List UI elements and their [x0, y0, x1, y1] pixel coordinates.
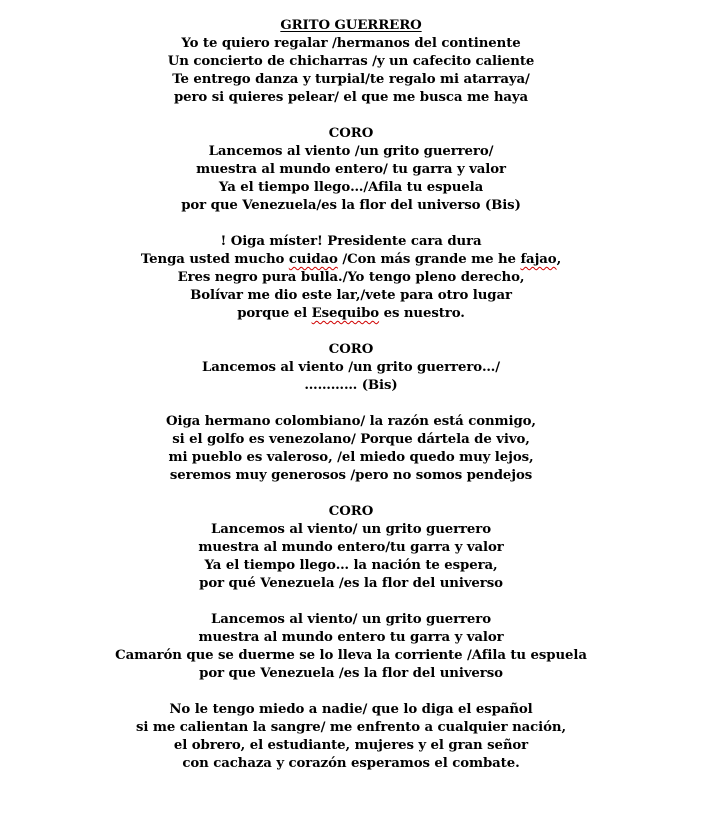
lyric-text: es nuestro.	[379, 306, 465, 321]
misspelled-word: cuidao	[288, 252, 338, 267]
stanza-gap	[0, 395, 702, 413]
lyric-line: Lancemos al viento /un grito guerrero…/	[202, 360, 500, 375]
lyric-text: /Con más grande me he	[337, 252, 521, 267]
lyric-line: por qué Venezuela /es la flor del universo	[199, 576, 503, 591]
lyric-line: Bolívar me dio este lar,/vete para otro lugar	[190, 288, 512, 303]
misspelled-word: fajao	[520, 252, 557, 267]
stanza-gap	[0, 593, 702, 611]
lyric-line: Lancemos al viento /un grito guerrero/	[208, 144, 494, 159]
stanza-1	[0, 35, 702, 107]
lyric-line: pero si quieres pelear/ el que me busca me haya	[173, 90, 529, 105]
lyric-line: Te entrego danza y turpial/te regalo mi atarraya/	[172, 72, 530, 87]
stanza-4	[0, 611, 702, 683]
chorus-2	[0, 341, 702, 395]
lyric-line: ………… (Bis)	[304, 378, 398, 393]
stanza-gap	[0, 683, 702, 701]
lyric-line: Un concierto de chicharras /y un cafecito caliente	[167, 54, 535, 69]
lyric-line: Ya el tiempo llego…/Afila tu espuela	[218, 180, 484, 195]
lyric-line	[0, 305, 702, 323]
lyric-line: Lancemos al viento/ un grito guerrero	[211, 522, 491, 537]
lyric-text: Tenga usted mucho	[140, 252, 289, 267]
stanza-2	[0, 233, 702, 323]
lyric-text: porque el	[237, 306, 312, 321]
lyric-line: muestra al mundo entero tu garra y valor	[198, 630, 504, 645]
lyric-text: ,	[556, 252, 562, 267]
lyric-line: Lancemos al viento/ un grito guerrero	[211, 612, 491, 627]
chorus-3	[0, 503, 702, 593]
lyric-line: mi pueblo es valeroso, /el miedo quedo muy lejos,	[168, 450, 534, 465]
lyric-line: por que Venezuela/es la flor del universo (Bis)	[181, 198, 521, 213]
stanza-gap	[0, 323, 702, 341]
lyric-line: el obrero, el estudiante, mujeres y el gran señor	[173, 738, 529, 753]
misspelled-word: Esequibo	[311, 306, 380, 321]
lyric-line	[0, 251, 702, 269]
stanza-gap	[0, 215, 702, 233]
song-lyrics	[0, 17, 702, 773]
lyric-line: si el golfo es venezolano/ Porque dártela de vivo,	[172, 432, 530, 447]
song-title: GRITO GUERRERO	[280, 18, 422, 33]
chorus-heading: CORO	[328, 342, 374, 357]
lyric-line: Ya el tiempo llego… la nación te espera,	[204, 558, 498, 573]
lyric-line: con cachaza y corazón esperamos el combate.	[182, 756, 520, 771]
lyric-line: por que Venezuela /es la flor del universo	[199, 666, 503, 681]
lyric-line: muestra al mundo entero/tu garra y valor	[198, 540, 504, 555]
chorus-1	[0, 125, 702, 215]
chorus-heading: CORO	[328, 504, 374, 519]
stanza-gap	[0, 485, 702, 503]
stanza-gap	[0, 107, 702, 125]
lyric-line: seremos muy generosos /pero no somos pendejos	[169, 468, 533, 483]
stanza-3	[0, 413, 702, 485]
lyric-line: si me calientan la sangre/ me enfrento a cualquier nación,	[136, 720, 566, 735]
lyric-line: ! Oiga míster! Presidente cara dura	[220, 234, 482, 249]
lyric-line: Camarón que se duerme se lo lleva la corriente /Afila tu espuela	[115, 648, 587, 663]
lyric-line: Yo te quiero regalar /hermanos del continente	[181, 36, 521, 51]
lyric-line: muestra al mundo entero/ tu garra y valor	[196, 162, 506, 177]
stanza-5	[0, 701, 702, 773]
lyric-line: No le tengo miedo a nadie/ que lo diga el español	[169, 702, 533, 717]
chorus-heading: CORO	[328, 126, 374, 141]
lyric-line: Eres negro pura bulla./Yo tengo pleno derecho,	[177, 270, 525, 285]
lyric-line: Oiga hermano colombiano/ la razón está conmigo,	[166, 414, 536, 429]
